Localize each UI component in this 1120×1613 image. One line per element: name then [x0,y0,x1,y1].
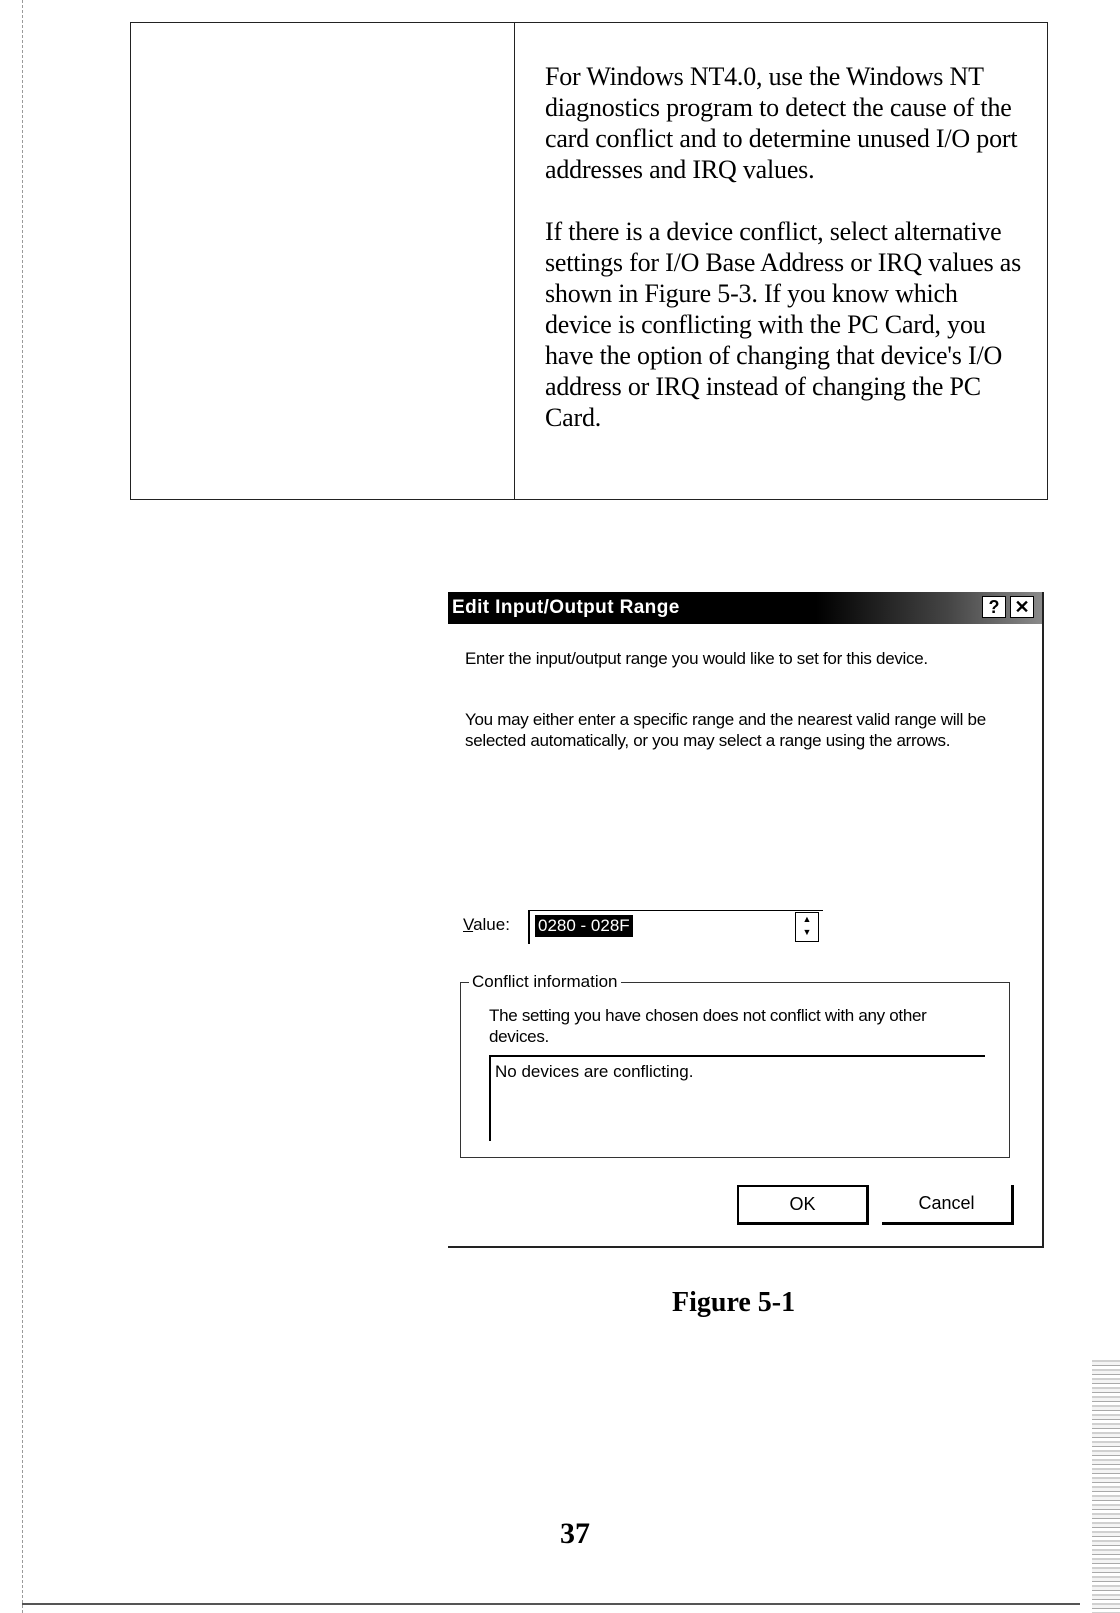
table-paragraph: If there is a device conflict, select alternative settings for I/O Base Address or IRQ values as shown in Figure 5-3. If you know which device is conflicting with the PC Card, you have the option of changing that device's I/O address or IRQ instead of changing the PC Card. [545,217,1022,432]
page-edge [22,0,23,1613]
value-label [463,914,510,936]
figure-caption: Figure 5-1 [672,1287,796,1318]
table-right-cell [545,61,1025,464]
conflict-message: The setting you have chosen does not conflict with any other devices. [489,1006,927,1046]
instruction-table [130,22,1048,500]
dialog-instructions-text: You may either enter a specific range and the nearest valid range will be selected automatically, or you may select a range using the arrows. [465,710,986,750]
dialog-titlebar[interactable] [448,592,1042,624]
table-paragraph: For Windows NT4.0, use the Windows NT diagnostics program to detect the cause of the card conflict and to determine unused I/O port addresses and IRQ values. [545,62,1018,184]
scan-shadow [1092,1360,1120,1613]
conflict-legend: Conflict information [469,971,621,993]
cancel-button[interactable]: Cancel [882,1185,1014,1225]
value-input[interactable] [528,910,823,944]
page-number: 37 [560,1517,590,1550]
value-label-rest: alue: [473,915,510,934]
spin-down-icon[interactable]: ▼ [802,927,812,937]
table-column-divider [514,23,515,499]
edit-io-range-dialog [448,592,1044,1248]
value-selected-text: 0280 - 028F [535,915,633,937]
close-icon[interactable]: ✕ [1010,596,1034,618]
help-icon[interactable]: ? [982,596,1006,618]
conflicting-devices-list[interactable] [489,1055,985,1141]
dialog-title: Edit Input/Output Range [452,597,680,618]
ok-button[interactable]: OK [737,1185,869,1225]
value-spinner[interactable] [795,912,819,942]
conflict-list-text: No devices are conflicting. [495,1062,694,1081]
dialog-intro-text: Enter the input/output range you would like to set for this device. [465,649,928,668]
spin-up-icon[interactable]: ▲ [802,914,812,924]
page-bottom-edge [22,1603,1080,1605]
conflict-information-group [460,972,1010,1158]
value-label-mnemonic: V [463,915,474,934]
